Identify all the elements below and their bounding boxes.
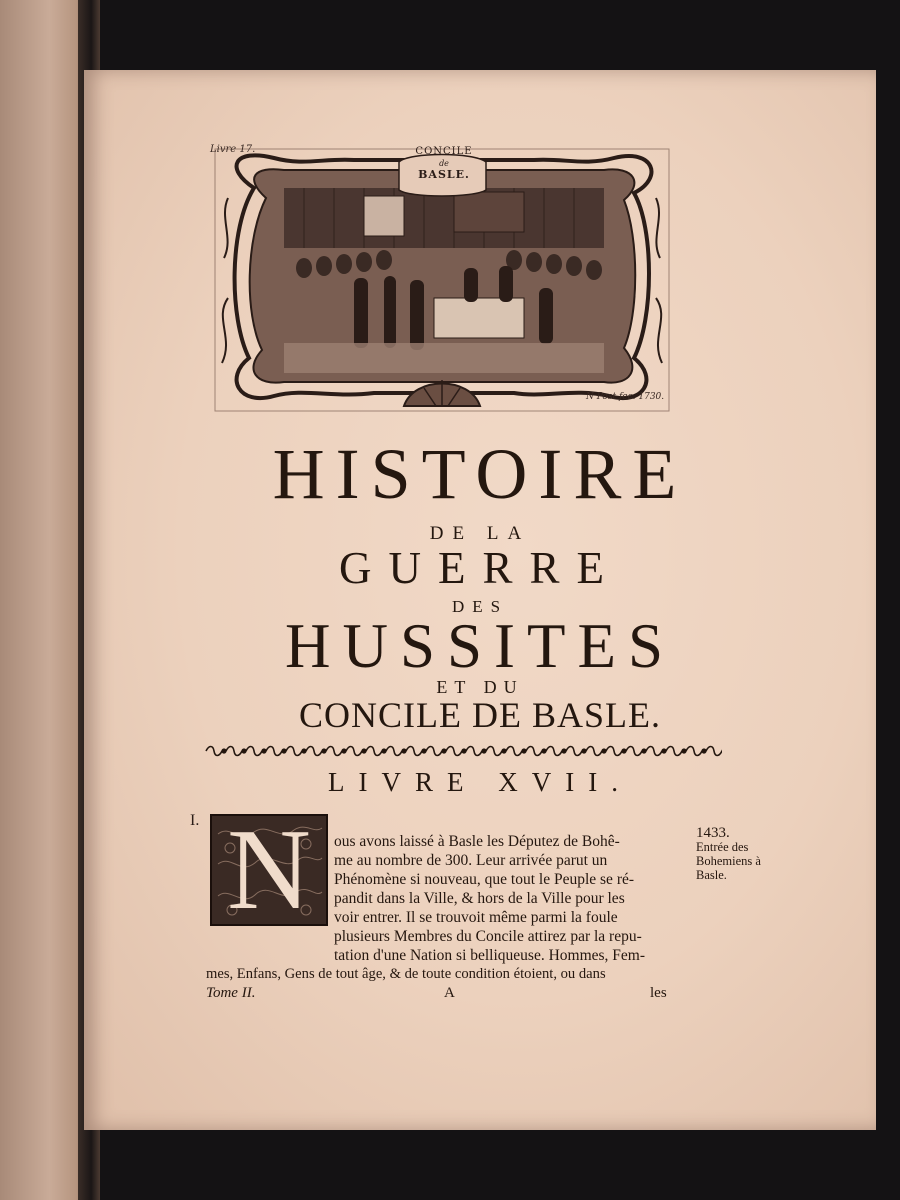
margin-note-line-2: Bohemiens à [696, 854, 761, 868]
margin-note-year: 1433. [696, 825, 730, 841]
ornament-swirl [426, 747, 442, 756]
cartouche-line-2: de [439, 159, 449, 168]
ornament-dot [282, 749, 286, 753]
ornament-dot [222, 749, 226, 753]
signature-mark: A [444, 985, 455, 1001]
ornament-dot [422, 749, 426, 753]
decorated-initial [210, 806, 328, 934]
body-line-6: plusieurs Membres du Concile attirez par la repu- [334, 928, 642, 945]
ornament-dot [302, 749, 306, 753]
title-line-des: DES [451, 597, 509, 616]
ornament-swirl [226, 747, 242, 756]
ornament-swirl [366, 747, 382, 756]
ornament-swirl [666, 747, 682, 756]
ornament-dot [662, 749, 666, 753]
ornament-dot [702, 749, 706, 753]
title-line-de-la: DE LA [429, 523, 531, 544]
ornament-swirl [506, 747, 522, 756]
plate-number-label: Livre 17. [210, 144, 256, 155]
drop-cap-letter: N [227, 806, 311, 934]
body-line-1: ous avons laissé à Basle les Députez de Bohê- [334, 833, 620, 850]
ornament-dot [502, 749, 506, 753]
ornament-swirl [466, 747, 482, 756]
ornament-dot [542, 749, 546, 753]
ornament-dot [322, 749, 326, 753]
ornament-swirl [386, 747, 402, 756]
body-line-7: tation d'une Nation si belliqueuse. Hommes, Fem- [334, 947, 646, 964]
catchword: les [650, 985, 667, 1001]
book-page [84, 70, 876, 1130]
ornament-swirl [606, 747, 622, 756]
ornament-dot [342, 749, 346, 753]
ornament-swirl [326, 747, 342, 756]
title-line-et-du: ET DU [436, 677, 524, 697]
ornament-swirl [286, 747, 302, 756]
ornament-dot [582, 749, 586, 753]
ornament-swirl [626, 747, 642, 756]
cartouche-line-1: CONCILE [415, 146, 473, 157]
ornament-dot [362, 749, 366, 753]
ornament-swirl [486, 747, 502, 756]
ornament-swirl [246, 747, 262, 756]
ornament-dot [602, 749, 606, 753]
body-line-8: mes, Enfans, Gens de tout âge, & de toute condition étoient, ou dans [206, 966, 606, 982]
body-line-4: pandit dans la Ville, & hors de la Ville pour les [334, 890, 625, 907]
ornament-swirl [546, 747, 562, 756]
ornament-swirl [566, 747, 582, 756]
cartouche-line-3: BASLE. [418, 168, 470, 181]
ornament-swirl [706, 747, 722, 756]
ornament-dot [442, 749, 446, 753]
title-line-histoire: HISTOIRE [272, 434, 688, 514]
ornament-dot [262, 749, 266, 753]
ornament-dot [522, 749, 526, 753]
ornament-swirl [306, 747, 322, 756]
ornament-swirl [266, 747, 282, 756]
ornament-dot [642, 749, 646, 753]
margin-note [696, 826, 776, 882]
ornament-swirl [406, 747, 422, 756]
ornamental-rule [202, 744, 722, 758]
volume-label: Tome II. [206, 985, 256, 1001]
ornament-dot [482, 749, 486, 753]
ornament-dot [402, 749, 406, 753]
engraving-svg [214, 148, 670, 412]
body-line-3: Phénomène si nouveau, que tout le Peuple se ré- [334, 871, 635, 888]
ornament-dot [462, 749, 466, 753]
title-line-guerre: GUERRE [339, 543, 621, 593]
engraver-signature: N Post fec. 1730. [586, 392, 665, 402]
ornament-dot [562, 749, 566, 753]
left-page-edge [0, 0, 90, 1200]
ornament-dot [682, 749, 686, 753]
book-heading: LIVRE XVII. [328, 767, 632, 797]
ornament-swirl [446, 747, 462, 756]
ornament-swirl [586, 747, 602, 756]
ornament-swirl [646, 747, 662, 756]
ornament-swirl [686, 747, 702, 756]
title-line-concile-de-basle: CONCILE DE BASLE. [299, 695, 661, 735]
ornament-dot [242, 749, 246, 753]
engraving-illustration [210, 144, 670, 412]
ornament-dot [622, 749, 626, 753]
ornament-swirl [526, 747, 542, 756]
ornament-swirl [206, 747, 222, 756]
ornament-dot [382, 749, 386, 753]
margin-note-line-1: Entrée des [696, 840, 749, 854]
section-number: I. [190, 812, 200, 829]
margin-note-line-3: Basle. [696, 868, 727, 882]
ornament-swirl [346, 747, 362, 756]
title-line-hussites: HUSSITES [284, 611, 676, 681]
body-line-5: voir entrer. Il se trouvoit même parmi la foule [334, 909, 618, 926]
body-line-2: me au nombre de 300. Leur arrivée parut un [334, 852, 608, 869]
